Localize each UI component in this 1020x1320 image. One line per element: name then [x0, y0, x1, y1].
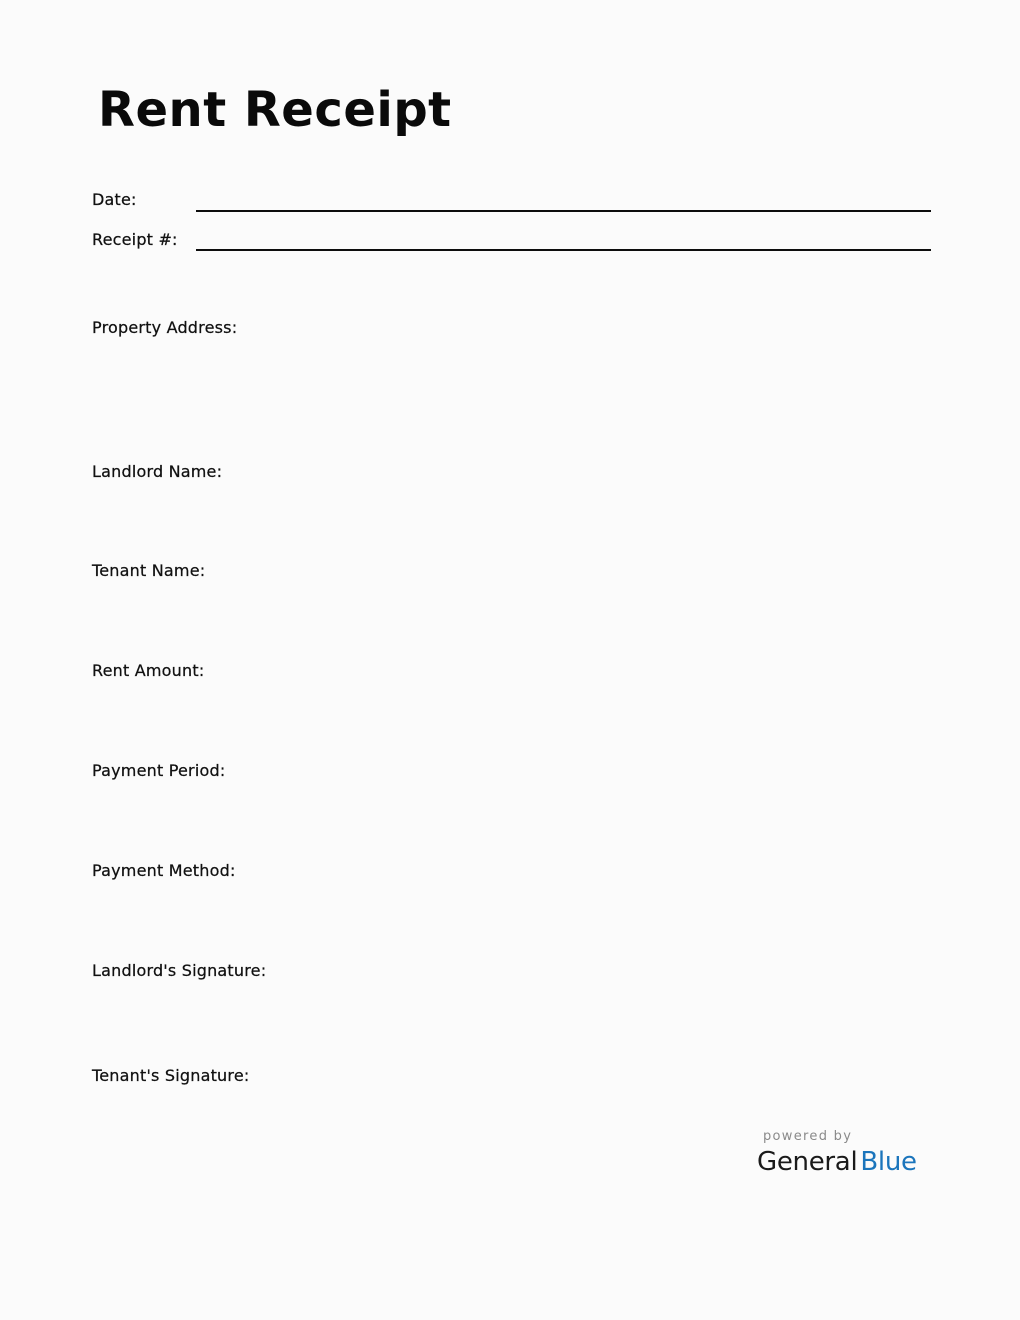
- powered-by-text: powered by: [763, 1129, 853, 1144]
- rent-amount-label: Rent Amount:: [92, 661, 205, 680]
- document-title: Rent Receipt: [98, 82, 452, 138]
- receipt-number-input-line[interactable]: [196, 249, 931, 251]
- receipt-number-label: Receipt #:: [92, 230, 178, 249]
- payment-method-label: Payment Method:: [92, 861, 236, 880]
- tenant-name-label: Tenant Name:: [92, 561, 206, 580]
- tenant-signature-label: Tenant's Signature:: [92, 1066, 250, 1085]
- payment-period-label: Payment Period:: [92, 761, 226, 780]
- landlord-signature-label: Landlord's Signature:: [92, 961, 267, 980]
- brand-general-text: General: [757, 1147, 858, 1177]
- date-label: Date:: [92, 190, 137, 209]
- landlord-name-label: Landlord Name:: [92, 462, 223, 481]
- generalblue-logo: [757, 1128, 937, 1178]
- property-address-label: Property Address:: [92, 318, 238, 337]
- brand-blue-text: Blue: [860, 1147, 917, 1177]
- brand-wordmark: [757, 1146, 937, 1178]
- date-input-line[interactable]: [196, 210, 931, 212]
